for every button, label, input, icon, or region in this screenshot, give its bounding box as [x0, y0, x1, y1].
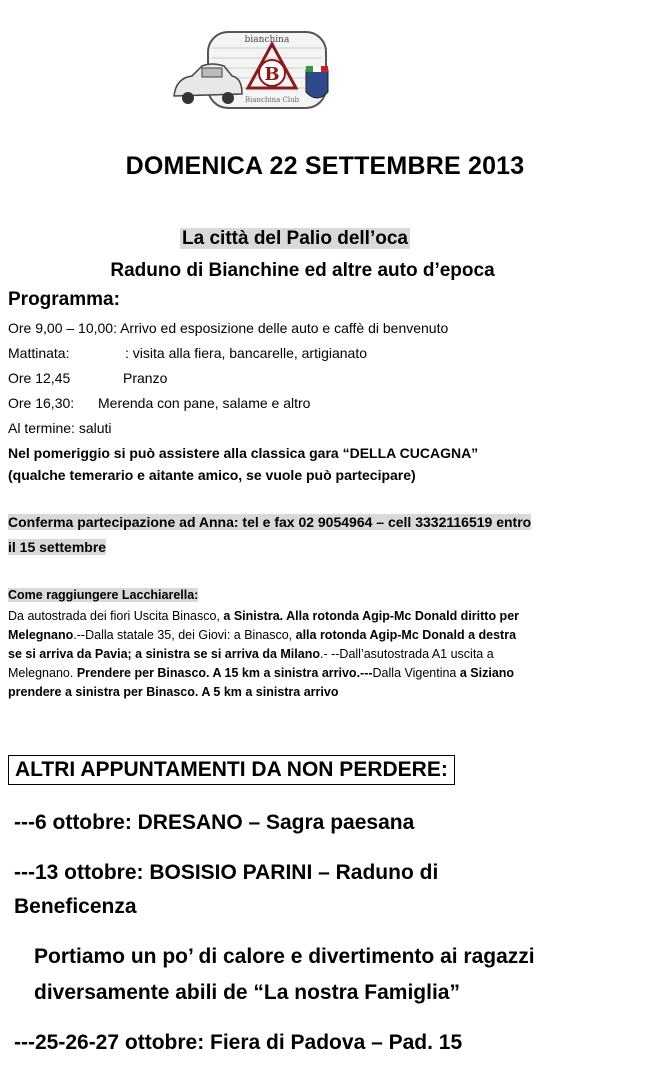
- programma-heading: Programma:: [8, 289, 120, 310]
- schedule-item-1: Ore 9,00 – 10,00: Arrivo ed esposizione delle auto e caffè di benvenuto: [8, 320, 449, 336]
- come-line-1: Da autostrada dei fiori Uscita Binasco, a Sinistra. Alla rotonda Agip-Mc Donald diritto per: [8, 609, 520, 623]
- subtitle-raduno: Raduno di Bianchine ed altre auto d’epoca: [110, 260, 495, 281]
- svg-text:bianchina: bianchina: [244, 35, 290, 45]
- subtitle-palio: La città del Palio dell’oca: [182, 228, 408, 249]
- schedule-item-2: Mattinata: : visita alla fiera, bancarelle, artigianato: [8, 345, 368, 361]
- altri-appuntamenti-heading: ALTRI APPUNTAMENTI DA NON PERDERE:: [8, 755, 455, 785]
- bianchina-club-logo: [172, 28, 332, 114]
- event-bosisio-line-1: ---13 ottobre: BOSISIO PARINI – Raduno di: [14, 861, 439, 884]
- event-bosisio-line-2: Beneficenza: [14, 895, 137, 918]
- come-line-3: se si arriva da Pavia; a sinistra se si arriva da Milano.- --Dall’asutostrada A1 uscita a: [8, 647, 494, 661]
- come-line-2: Melegnano.--Dalla statale 35, dei Giovi: a Binasco, alla rotonda Agip-Mc Donald a destra: [8, 628, 517, 642]
- svg-text:Bianchina Club: Bianchina Club: [244, 96, 300, 104]
- cucagna-line-1: Nel pomeriggio si può assistere alla classica gara “DELLA CUCAGNA”: [8, 445, 479, 461]
- conferma-line-2: il 15 settembre: [8, 539, 107, 555]
- event-padova: ---25-26-27 ottobre: Fiera di Padova – Pad. 15: [14, 1031, 463, 1054]
- event-dresano: ---6 ottobre: DRESANO – Sagra paesana: [14, 811, 415, 834]
- come-line-4: Melegnano. Prendere per Binasco. A 15 km a sinistra arrivo.---Dalla Vigentina a Siziano: [8, 666, 515, 680]
- schedule-item-3: Ore 12,45 Pranzo: [8, 370, 168, 386]
- schedule-item-5: Al termine: saluti: [8, 420, 112, 436]
- come-line-5: prendere a sinistra per Binasco. A 5 km a sinistra arrivo: [8, 685, 339, 699]
- svg-text:B: B: [264, 64, 280, 85]
- cucagna-line-2: (qualche temerario e aitante amico, se vuole può partecipare): [8, 467, 416, 483]
- event-note-line-2: diversamente abili de “La nostra Famiglia”: [34, 981, 460, 1004]
- page-title: DOMENICA 22 SETTEMBRE 2013: [125, 152, 525, 180]
- come-heading: Come raggiungere Lacchiarella:: [8, 588, 199, 602]
- schedule-item-4: Ore 16,30: Merenda con pane, salame e altro: [8, 395, 311, 411]
- event-note-line-1: Portiamo un po’ di calore e divertimento ai ragazzi: [34, 945, 535, 968]
- conferma-line-1: Conferma partecipazione ad Anna: tel e fax 02 9054964 – cell 3332116519 entro: [8, 514, 532, 530]
